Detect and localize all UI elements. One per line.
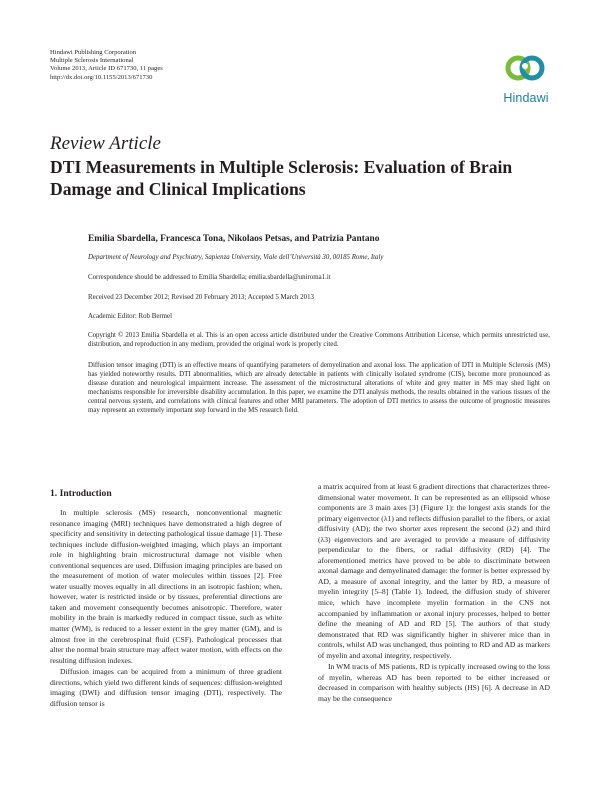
hindawi-logo-text: Hindawi	[503, 91, 549, 105]
section-heading: 1. Introduction	[50, 488, 112, 499]
left-column	[50, 488, 282, 709]
article-type: Review Article	[50, 133, 161, 154]
academic-editor: Academic Editor: Rob Bermel	[88, 313, 173, 320]
copyright-notice: Copyright © 2013 Emilia Sbardella et al. This is an open access article distributed under the Creative Commons Attribution License, which permits unrestricted use, distribution, and reproduction in any medium, provided the original work is properly cited.	[88, 332, 550, 349]
author-list: Emilia Sbardella, Francesca Tona, Nikolaos Petsas, and Patrizia Pantano	[88, 234, 380, 244]
article-dates: Received 23 December 2012; Revised 20 February 2013; Accepted 5 March 2013	[88, 294, 314, 301]
correspondence: Correspondence should be addressed to Emilia Sbardella; emilia.sbardella@uniroma1.it	[88, 274, 331, 281]
right-column	[318, 482, 550, 704]
journal-info	[50, 49, 163, 82]
body-paragraph: Diffusion images can be acquired from a minimum of three gradient directions, which yield two different kinds of sequences: diffusion-weighted imaging (DWI) and diffusion tensor imaging (DTI), respectively. The diffusion tensor is	[50, 667, 282, 708]
paper-title: DTI Measurements in Multiple Sclerosis: Evaluation of Brain Damage and Clinical Implications	[50, 157, 513, 199]
body-paragraph: In WM tracts of MS patients, RD is typically increased owing to the loss of myelin, whereas AD has been reported to be either increased or decreased in comparison with healthy subjects (HS) [6]. A decrease in AD may be the consequence	[318, 662, 550, 703]
volume-info: Volume 2013, Article ID 671730, 11 pages	[50, 65, 163, 73]
abstract: Diffusion tensor imaging (DTI) is an effective means of quantifying parameters of demyelination and axonal loss. The application of DTI in Multiple Sclerosis (MS) has yielded noteworthy results. DTI abnormalities, which are already detectable in patients with clinically isolated syndrome (CIS), become more pronounced as disease duration and neurological impairment increase. The assessment of the microstructural alterations of white and grey matter in MS may shed light on mechanisms responsible for irreversible disability accumulation. In this paper, we examine the DTI analysis methods, the results obtained in the various tissues of the central nervous system, and correlations with clinical features and other MRI parameters. The adoption of DTI metrics to assess the outcome of prognostic measures may represent an extremely important step forward in the MS research field.	[88, 362, 550, 415]
doi-link[interactable]: http://dx.doi.org/10.1155/2013/671730	[50, 73, 153, 81]
body-paragraph: In multiple sclerosis (MS) research, nonconventional magnetic resonance imaging (MRI) techniques have demonstrated a high degree of specificity and sensitivity in detecting pathological tissue damage [1]. These techniques include diffusion-weighted imaging, which plays an important role in highlighting brain microstructural damage not visible when conventional sequences are used. Diffusion imaging principles are based on the measurement of motion of water molecules within tissues [2]. Free water usually moves equally in all directions in an isotropic fashion; when, however, water is restricted inside or by tissues, preferential directions are taken and movement consequently becomes anisotropic. Therefore, water mobility in the brain is markedly reduced in compact tissue, such as white matter (WM), is reduced to a lesser extent in the grey matter (GM), and is almost free in the cerebrospinal fluid (CSF). Pathological processes that alter the normal brain structure may affect water motion, with effects on the resulting diffusion indexes.	[50, 508, 282, 665]
journal-name: Multiple Sclerosis International	[50, 57, 134, 65]
publisher-name: Hindawi Publishing Corporation	[50, 49, 137, 56]
body-paragraph: a matrix acquired from at least 6 gradient directions that characterizes three-dimensional water movement. It can be represented as an ellipsoid whose components are 3 main axes [3] (Figure 1): the longest axis stands for the primary eigenvector (λ1) and reflects diffusion parallel to the fibers, or axial diffusivity (AD); the two shorter axes represent the second (λ2) and third (λ3) eigenvectors and are averaged to provide a measure of diffusivity perpendicular to the fibers, or radial diffusivity (RD) [4]. The aforementioned metrics have proved to be able to discriminate between axonal damage and demyelinated damage: the former is better expressed by AD, a measure of axonal integrity, and the latter by RD, a measure of myelin integrity [5–8] (Table 1). Indeed, the diffusion study of shiverer mice, which have incomplete myelin formation in the CNS not accompanied by inflammation or axonal injury processes, helped to better define the meaning of AD and RD [5]. The authors of that study demonstrated that RD was significantly higher in shiverer mice than in controls, whilst AD was unchanged, thus pointing to RD and AD as markers of myelin and axonal integrity, respectively.	[318, 482, 550, 660]
affiliation: Department of Neurology and Psychiatry, Sapienza University, Viale dell’Università 30, 00185 Rome, Italy	[88, 254, 384, 261]
